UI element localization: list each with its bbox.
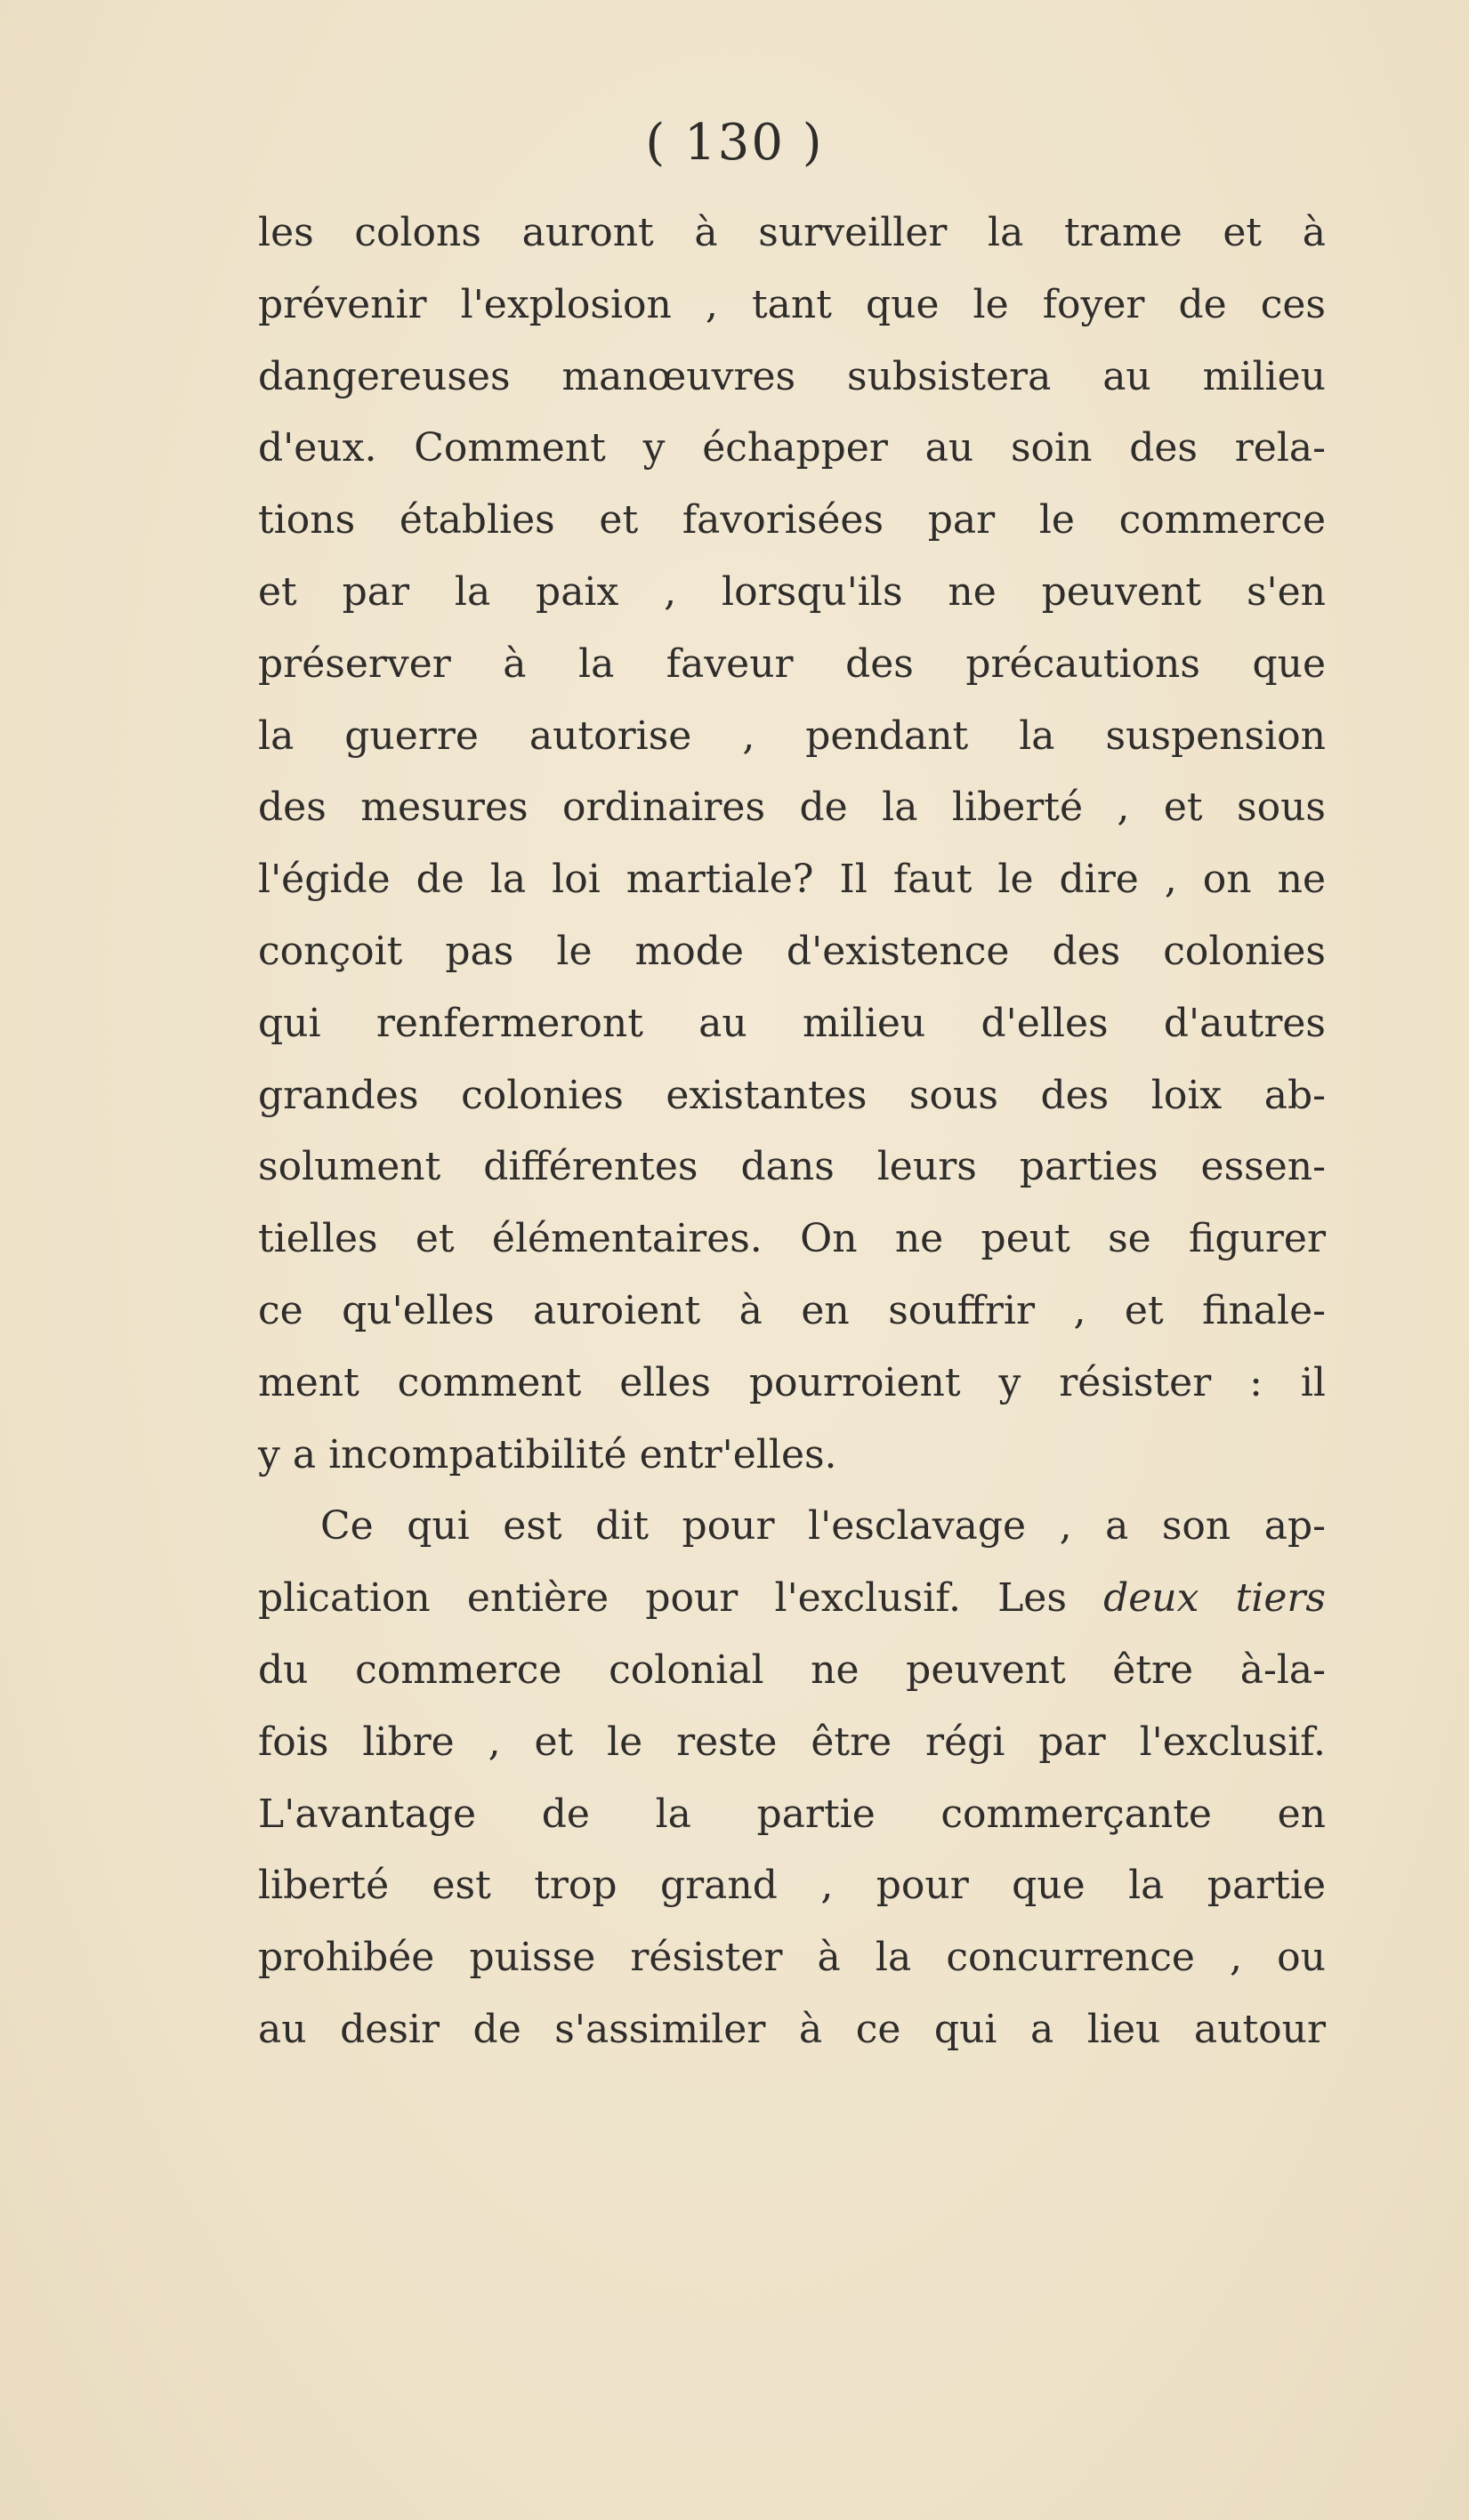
text-line: qui renfermeront au milieu d'elles d'autres xyxy=(258,1000,1326,1046)
text-line: des mesures ordinaires de la liberté , et sous xyxy=(258,785,1326,831)
text-line: la guerre autorise , pendant la suspension xyxy=(258,713,1326,759)
italic-phrase: deux tiers xyxy=(1103,1575,1326,1622)
text-line: y a incompatibilité entr'elles. xyxy=(258,1431,837,1477)
text-line: au desir de s'assimiler à ce qui a lieu autour xyxy=(258,2006,1326,2052)
text-span: plication entière pour l'exclusif. Les xyxy=(258,1575,1067,1622)
text-line: d'eux. Comment y échapper au soin des rela- xyxy=(258,425,1326,471)
text-line: tions établies et favorisées par le commerce xyxy=(258,497,1326,543)
text-line: solument différentes dans leurs parties essen- xyxy=(258,1144,1326,1190)
text-line: préserver à la faveur des précautions que xyxy=(258,640,1326,687)
paragraph-first-line: Ce qui est dit pour l'esclavage , a son ap- xyxy=(320,1503,1326,1550)
text-line: prohibée puisse résister à la concurrence , ou xyxy=(258,1935,1326,1981)
text-line-with-italic xyxy=(258,1563,1326,1635)
page-number: ( 130 ) xyxy=(645,114,824,172)
text-line: L'avantage de la partie commerçante en xyxy=(258,1791,1326,1837)
text-line: conçoit pas le mode d'existence des colonies xyxy=(258,928,1326,974)
text-line: prévenir l'explosion , tant que le foyer de ces xyxy=(258,281,1326,327)
text-line: et par la paix , lorsqu'ils ne peuvent s'en xyxy=(258,568,1326,615)
text-line: liberté est trop grand , pour que la partie xyxy=(258,1863,1326,1909)
text-line: dangereuses manœuvres subsistera au milieu xyxy=(258,353,1326,399)
text-line: tielles et élémentaires. On ne peut se figurer xyxy=(258,1216,1326,1262)
text-line: fois libre , et le reste être régi par l'exclusif. xyxy=(258,1719,1326,1765)
text-line: grandes colonies existantes sous des loix ab- xyxy=(258,1072,1326,1118)
body-text xyxy=(258,197,1326,2066)
text-line: l'égide de la loi martiale? Il faut le dire , on ne xyxy=(258,857,1326,903)
text-line: ment comment elles pourroient y résister : il xyxy=(258,1359,1326,1405)
text-line: du commerce colonial ne peuvent être à-la- xyxy=(258,1646,1326,1693)
text-line: les colons auront à surveiller la trame et à xyxy=(258,210,1326,255)
text-line: ce qu'elles auroient à en souffrir , et finale- xyxy=(258,1287,1326,1333)
